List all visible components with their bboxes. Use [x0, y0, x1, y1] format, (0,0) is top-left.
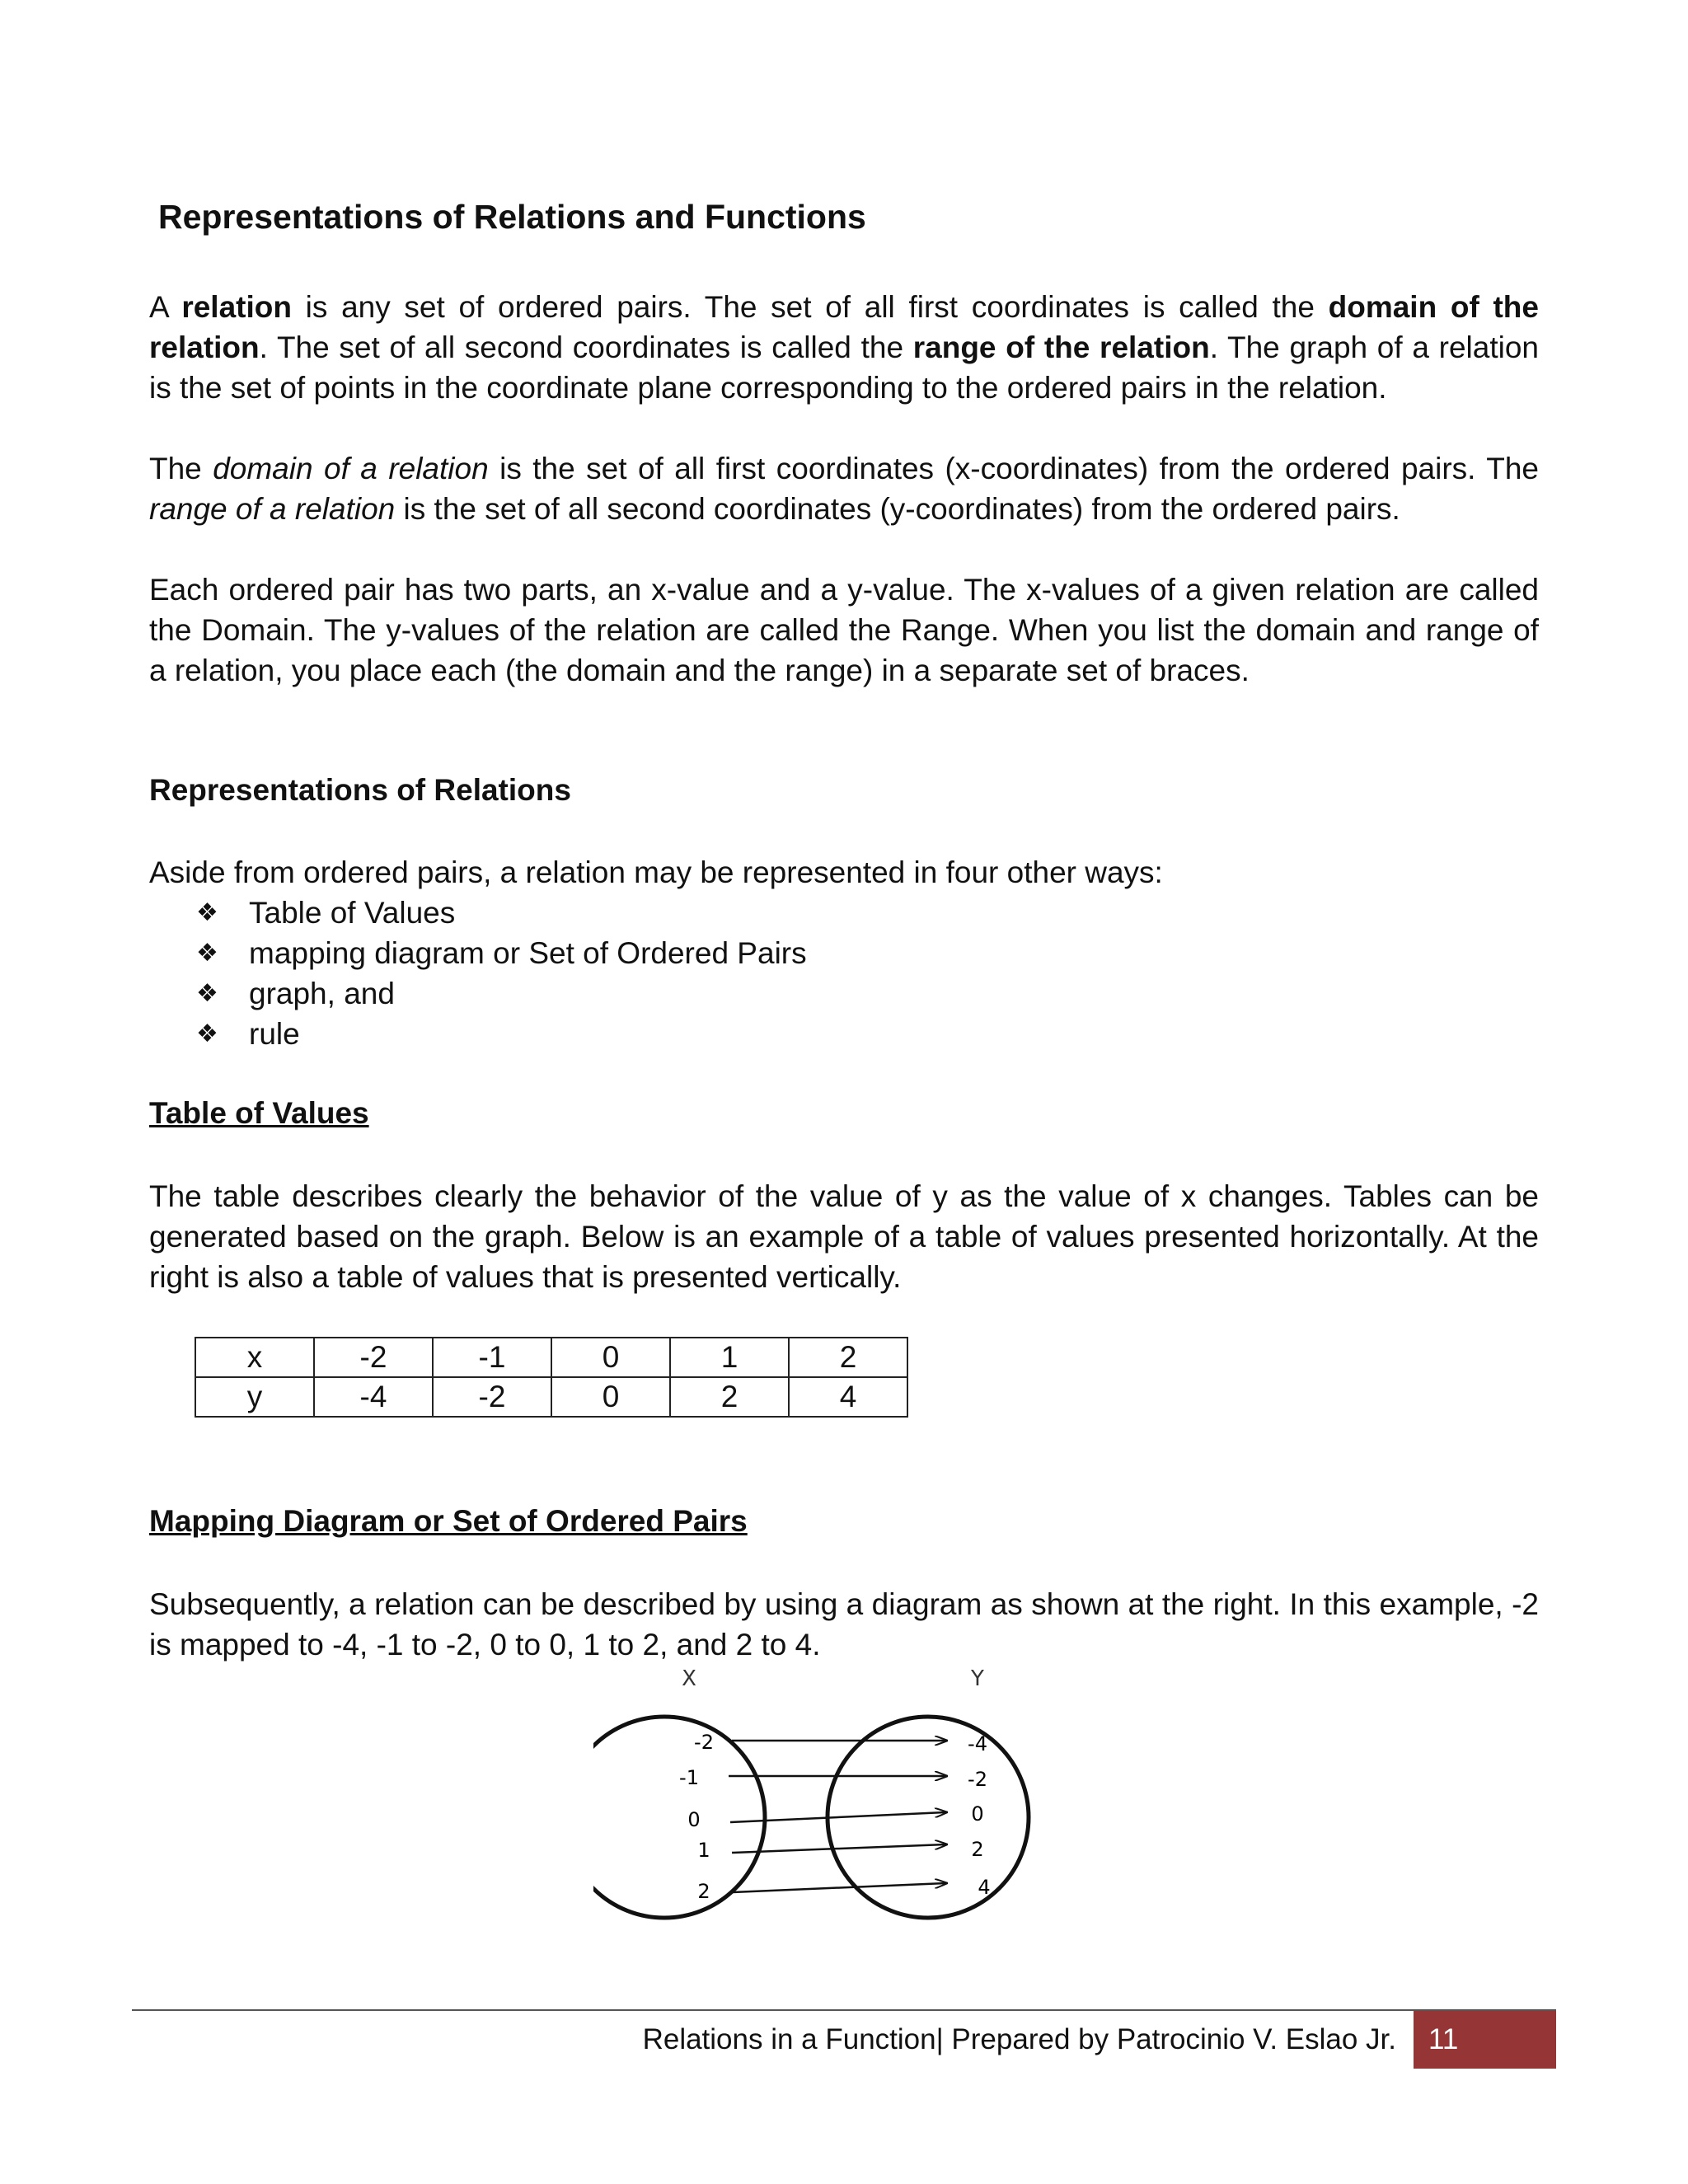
term-relation: relation — [181, 290, 292, 324]
mapping-arrow — [730, 1812, 946, 1822]
section-heading-table-of-values: Table of Values — [149, 1096, 369, 1130]
diamond-bullet-icon: ❖ — [196, 1020, 218, 1047]
paragraph-relation-definition — [149, 287, 1539, 408]
table-of-values — [195, 1337, 908, 1418]
paragraph-ordered-pairs: Each ordered pair has two parts, an x-value and a y-value. The x-values of a given relation are called the Domain. The y-values of the relation are called the Range. When you list the domain and range of a relation, you place each (the domain and the range) in a separate set of braces. — [149, 573, 1539, 687]
list-item — [196, 893, 807, 933]
table-cell: -2 — [314, 1338, 433, 1377]
representations-intro: Aside from ordered pairs, a relation may be represented in four other ways: — [149, 855, 1163, 889]
mapping-diagram — [593, 1661, 1104, 1945]
text-run: is any set of ordered pairs. The set of all first coordinates is called the — [291, 290, 1329, 324]
term-domain-italic: domain of a relation — [213, 452, 489, 485]
list-item — [196, 1014, 807, 1054]
list-item-label: mapping diagram or Set of Ordered Pairs — [249, 936, 807, 970]
term-range-italic: range of a relation — [149, 492, 396, 526]
range-value: 0 — [971, 1802, 984, 1825]
text-run: is the set of all first coordinates (x-coordinates) from the ordered pairs. The — [488, 452, 1539, 485]
text-run: A — [149, 290, 182, 324]
text-run: is the set of all second coordinates (y-coordinates) from the ordered pairs. — [395, 492, 1400, 526]
range-value: 2 — [971, 1838, 984, 1861]
footer-divider — [132, 2009, 1556, 2011]
page-title: Representations of Relations and Functions — [158, 198, 866, 236]
table-cell: 0 — [551, 1377, 670, 1417]
diamond-bullet-icon: ❖ — [196, 899, 218, 926]
list-item-label: rule — [249, 1017, 300, 1051]
range-set-label: Y — [971, 1666, 984, 1691]
table-of-values-text: The table describes clearly the behavior of the value of y as the value of x changes. Tables can be generated based on the graph. Below is an example of a table of values presented horizontally. At the right is also a table of values that is presented vertically. — [149, 1179, 1539, 1294]
list-item — [196, 933, 807, 973]
page-number-badge: 11 — [1414, 2011, 1556, 2069]
mapping-arrow — [732, 1883, 946, 1892]
range-value: -4 — [968, 1732, 987, 1755]
term-range: range of the relation — [912, 330, 1210, 364]
domain-circle — [593, 1717, 765, 1918]
table-cell: y — [195, 1377, 314, 1417]
representations-list — [196, 893, 807, 1054]
table-cell: x — [195, 1338, 314, 1377]
section-heading-representations: Representations of Relations — [149, 773, 571, 807]
list-item-label: Table of Values — [249, 896, 456, 930]
text-run: . The set of all second coordinates is called the — [259, 330, 913, 364]
paragraph-domain-range — [149, 448, 1539, 529]
term-domain: domain of the relation — [149, 290, 1539, 364]
text-run: The — [149, 452, 213, 485]
table-cell: -2 — [433, 1377, 551, 1417]
range-value: -2 — [968, 1768, 987, 1791]
table-cell: -4 — [314, 1377, 433, 1417]
table-cell: 1 — [670, 1338, 789, 1377]
domain-value: -2 — [694, 1731, 714, 1754]
domain-value: 2 — [697, 1880, 710, 1903]
table-cell: -1 — [433, 1338, 551, 1377]
table-cell: 2 — [789, 1338, 907, 1377]
domain-value: 1 — [697, 1839, 710, 1862]
diamond-bullet-icon: ❖ — [196, 940, 218, 967]
domain-value: -1 — [679, 1766, 699, 1789]
range-value: 4 — [978, 1876, 991, 1899]
list-item-label: graph, and — [249, 977, 395, 1010]
diamond-bullet-icon: ❖ — [196, 980, 218, 1007]
table-cell: 0 — [551, 1338, 670, 1377]
domain-value: 0 — [687, 1808, 701, 1831]
table-cell: 4 — [789, 1377, 907, 1417]
table-cell: 2 — [670, 1377, 789, 1417]
text-run: . The graph of a relation is the set of points in the coordinate plane corresponding to the ordered pairs in the relation. — [149, 330, 1540, 405]
mapping-diagram-text: Subsequently, a relation can be described by using a diagram as shown at the right. In this example, -2 is mapped to -4, -1 to -2, 0 to 0, 1 to 2, and 2 to 4. — [149, 1587, 1539, 1661]
section-heading-mapping-diagram: Mapping Diagram or Set of Ordered Pairs — [149, 1504, 748, 1538]
table-row-x — [195, 1338, 907, 1377]
list-item — [196, 973, 807, 1014]
table-row-y — [195, 1377, 907, 1417]
mapping-arrow — [732, 1844, 946, 1853]
footer-text: Relations in a Function| Prepared by Patrocinio V. Eslao Jr. — [642, 2023, 1396, 2055]
domain-set-label: X — [682, 1666, 696, 1691]
